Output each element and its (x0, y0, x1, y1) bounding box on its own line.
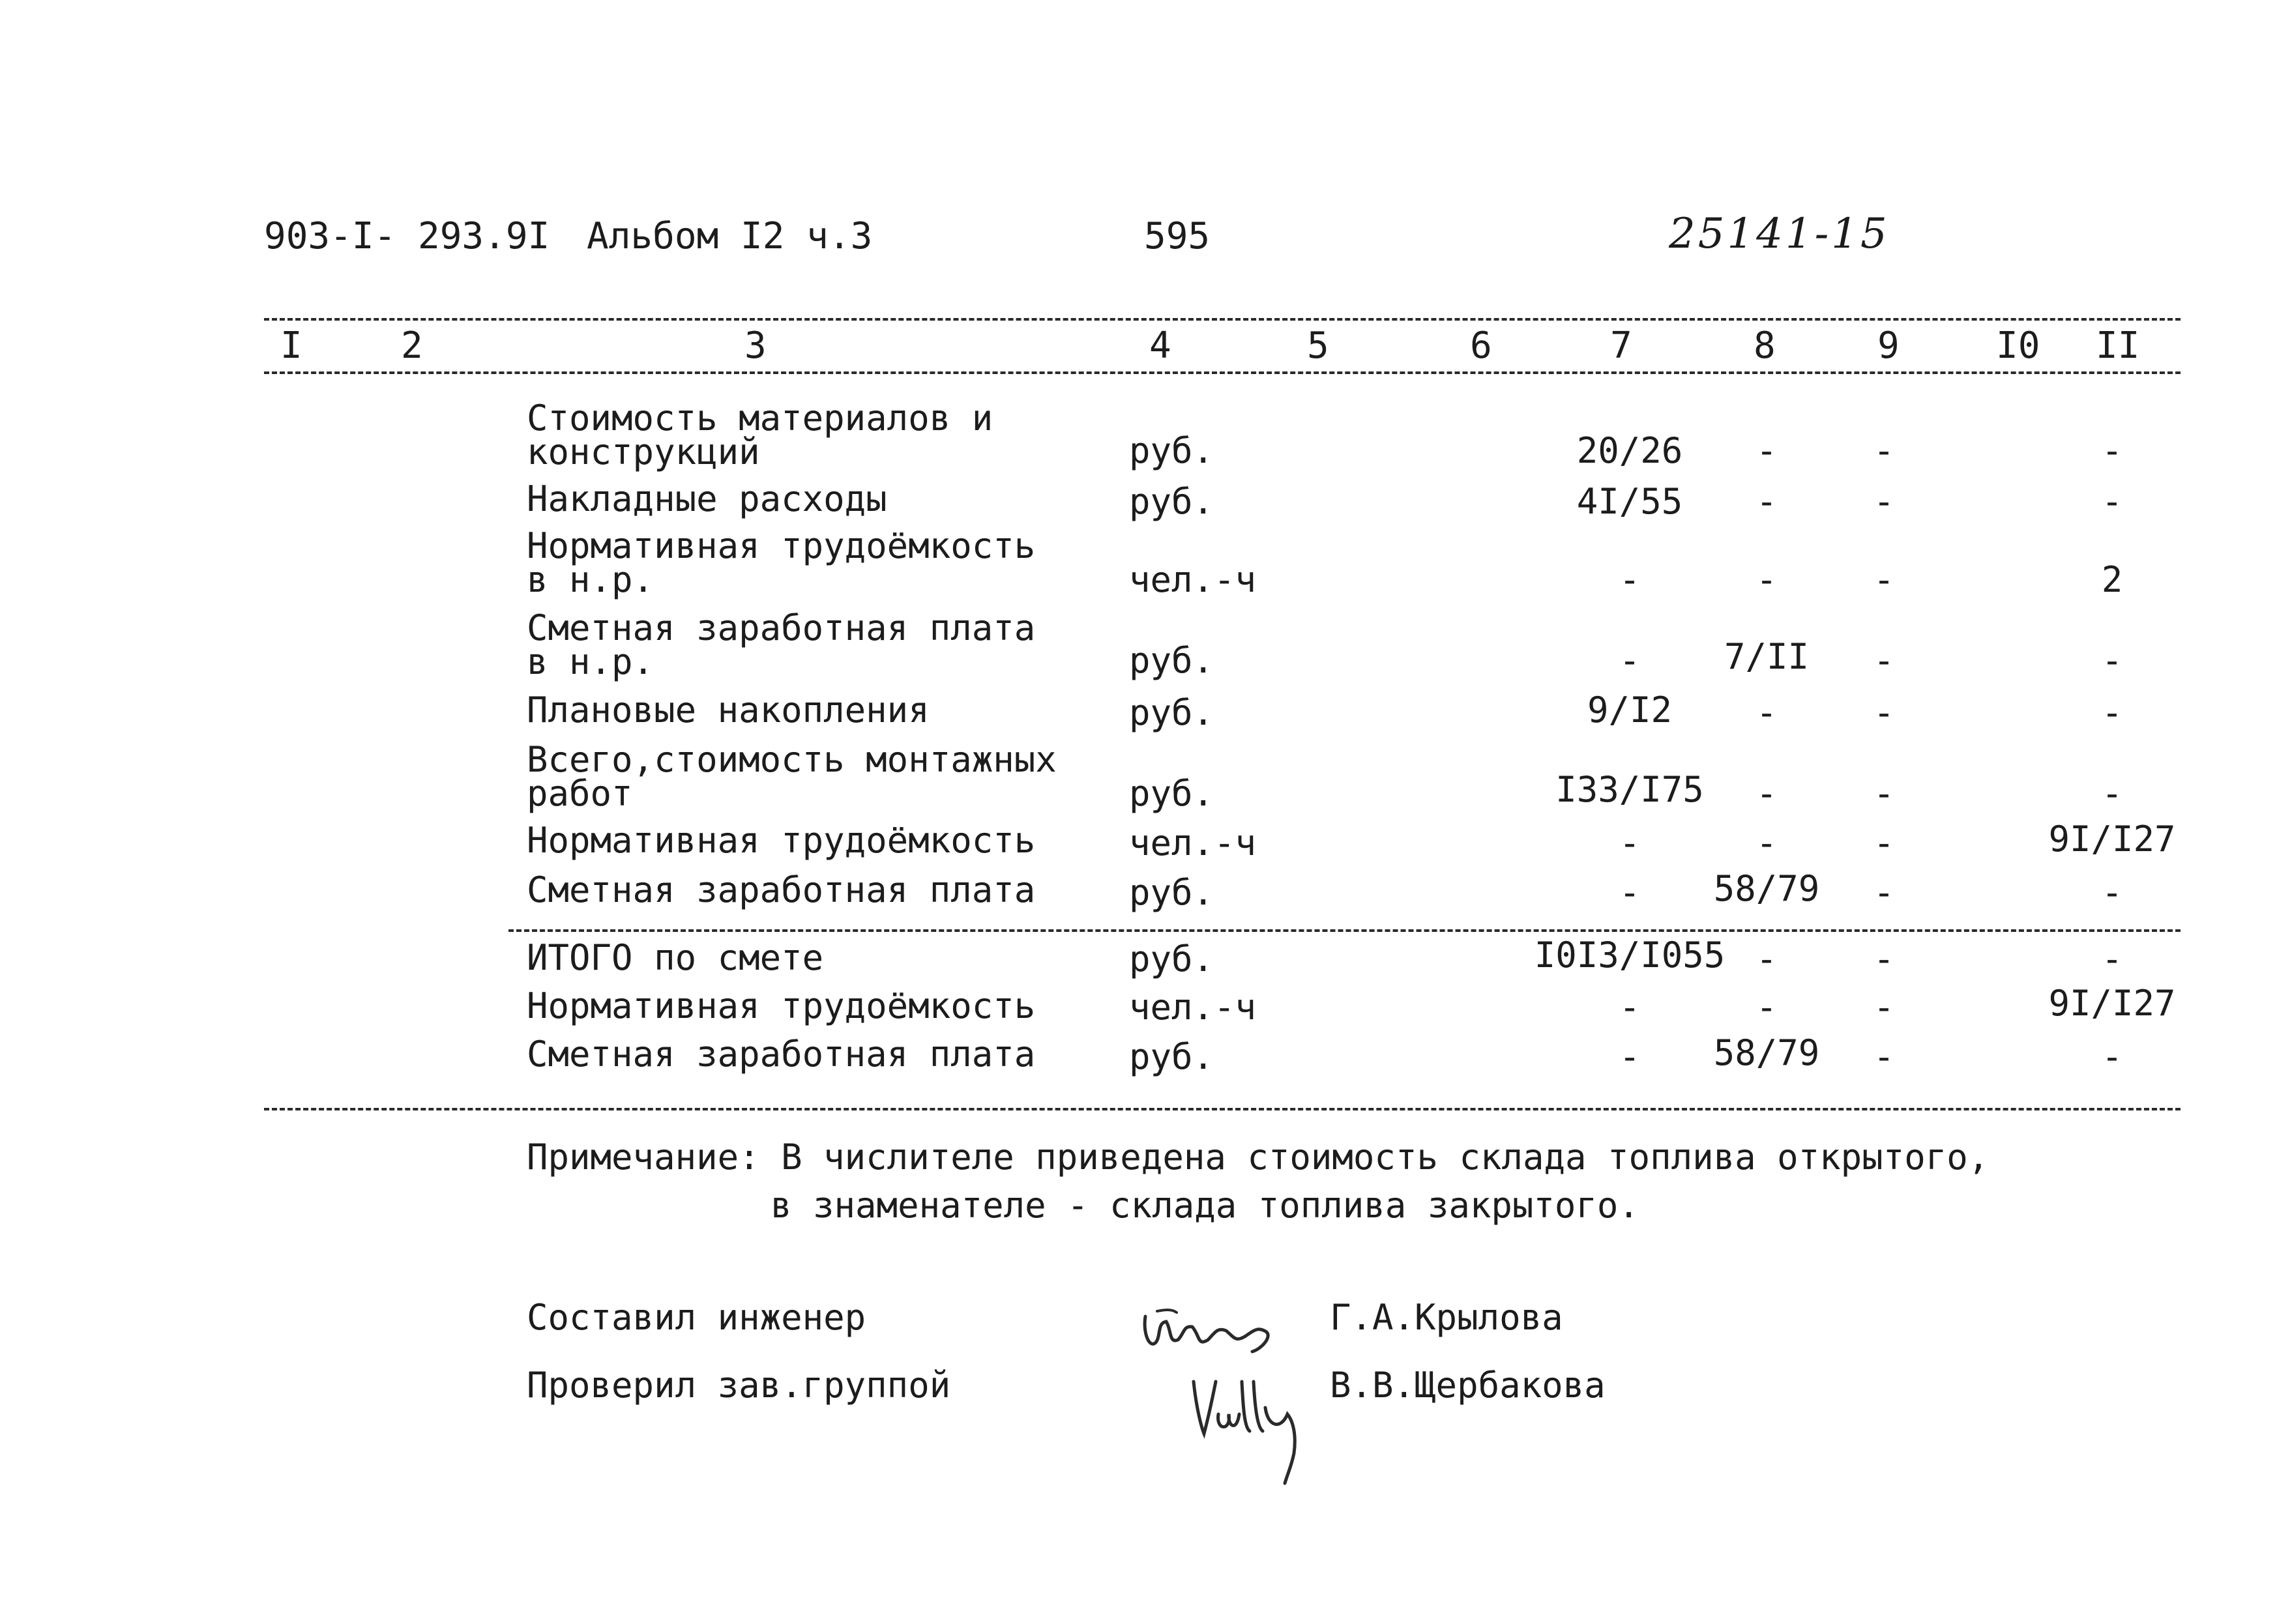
cell-col8: - (1756, 430, 1778, 471)
cell-col7: 4I/55 (1576, 481, 1683, 522)
cell-col7: - (1619, 987, 1641, 1028)
cell-col7: - (1619, 640, 1641, 681)
totals-divider (508, 929, 2181, 932)
row-unit: руб. (1129, 481, 1214, 522)
column-number: 8 (1754, 325, 1776, 367)
header-rule-top (264, 318, 2181, 321)
signature-role-checked: Проверил зав.группой (527, 1365, 951, 1406)
row-unit: руб. (1129, 773, 1214, 814)
cell-col9: - (1873, 773, 1895, 814)
signature-role-compiled: Составил инженер (527, 1297, 866, 1338)
row-label: ИТОГО по смете (527, 937, 824, 978)
cell-col9: - (1873, 938, 1895, 979)
row-unit: руб. (1129, 1036, 1214, 1077)
cell-col9: - (1873, 822, 1895, 863)
cell-col11: - (2101, 692, 2123, 733)
cell-col8: 58/79 (1713, 1032, 1820, 1073)
column-number: 3 (744, 325, 767, 367)
row-unit: руб. (1129, 640, 1214, 681)
cell-col7: 20/26 (1576, 430, 1683, 471)
row-label: Сметная заработная плата (527, 869, 1036, 910)
album-reference: Альбом I2 ч.3 (587, 215, 873, 257)
document-code: 903-I- 293.9I (264, 215, 550, 257)
column-number: 9 (1877, 325, 1900, 367)
cell-col11: - (2101, 872, 2123, 913)
cell-col11: - (2101, 481, 2123, 522)
cell-col11: - (2101, 938, 2123, 979)
column-number: I (280, 325, 302, 367)
row-label: Плановые накопления (527, 689, 930, 731)
row-unit: чел.-ч (1129, 987, 1257, 1028)
row-label: Стоимость материалов и конструкций (527, 398, 993, 472)
cell-col11: - (2101, 430, 2123, 471)
cell-col7: 9/I2 (1587, 689, 1673, 731)
cell-col8: - (1756, 822, 1778, 863)
cell-col8: 58/79 (1713, 868, 1820, 909)
cell-col8: - (1756, 559, 1778, 600)
column-number: 6 (1470, 325, 1492, 367)
cell-col11: 2 (2101, 559, 2123, 600)
cell-col8: 7/II (1724, 636, 1810, 677)
cell-col7: - (1619, 559, 1641, 600)
row-label: Накладные расходы (527, 478, 887, 519)
column-number: 7 (1610, 325, 1632, 367)
cell-col9: - (1873, 692, 1895, 733)
row-unit: чел.-ч (1129, 822, 1257, 863)
cell-col9: - (1873, 1036, 1895, 1077)
handwritten-signature-compiled (1138, 1297, 1307, 1369)
cell-col7: - (1619, 822, 1641, 863)
row-unit: чел.-ч (1129, 559, 1257, 600)
cell-col11: 9I/I27 (2048, 819, 2176, 860)
header-rule-bottom (264, 371, 2181, 374)
cell-col7: I0I3/I055 (1534, 935, 1726, 976)
row-label: Сметная заработная плата в н.р. (527, 607, 1036, 682)
cell-col11: - (2101, 640, 2123, 681)
cell-col11: 9I/I27 (2048, 983, 2176, 1024)
handwritten-signature-checked (1190, 1369, 1333, 1486)
cell-col9: - (1873, 987, 1895, 1028)
note-line-1: Примечание: В числителе приведена стоимость склада топлива открытого, (527, 1137, 1990, 1178)
cell-col8: - (1756, 481, 1778, 522)
column-number: I0 (1996, 325, 2040, 367)
cell-col9: - (1873, 559, 1895, 600)
column-number: 5 (1307, 325, 1329, 367)
row-unit: руб. (1129, 692, 1214, 733)
row-label: Всего,стоимость монтажных работ (527, 739, 1057, 814)
row-label: Сметная заработная плата (527, 1034, 1036, 1075)
table-bottom-rule (264, 1108, 2181, 1110)
cell-col8: - (1756, 773, 1778, 814)
cell-col9: - (1873, 640, 1895, 681)
cell-col8: - (1756, 938, 1778, 979)
cell-col7: I33/I75 (1555, 769, 1704, 810)
signature-name-checked: В.В.Щербакова (1330, 1365, 1606, 1406)
column-number: II (2096, 325, 2140, 367)
cell-col7: - (1619, 872, 1641, 913)
cell-col8: - (1756, 692, 1778, 733)
cell-col11: - (2101, 773, 2123, 814)
cell-col9: - (1873, 430, 1895, 471)
row-unit: руб. (1129, 938, 1214, 979)
cell-col11: - (2101, 1036, 2123, 1077)
row-label: Нормативная трудоёмкость в н.р. (527, 525, 1036, 600)
cell-col9: - (1873, 872, 1895, 913)
row-unit: руб. (1129, 872, 1214, 913)
row-label: Нормативная трудоёмкость (527, 985, 1036, 1026)
column-number: 4 (1149, 325, 1171, 367)
column-number: 2 (401, 325, 423, 367)
cell-col9: - (1873, 481, 1895, 522)
page-number: 595 (1144, 215, 1211, 257)
cell-col8: - (1756, 987, 1778, 1028)
note-line-2: в знаменателе - склада топлива закрытого. (771, 1185, 1639, 1226)
inventory-number: 25141-15 (1669, 210, 1890, 258)
row-unit: руб. (1129, 430, 1214, 471)
signature-name-compiled: Г.А.Крылова (1330, 1297, 1563, 1338)
cell-col7: - (1619, 1036, 1641, 1077)
row-label: Нормативная трудоёмкость (527, 820, 1036, 861)
